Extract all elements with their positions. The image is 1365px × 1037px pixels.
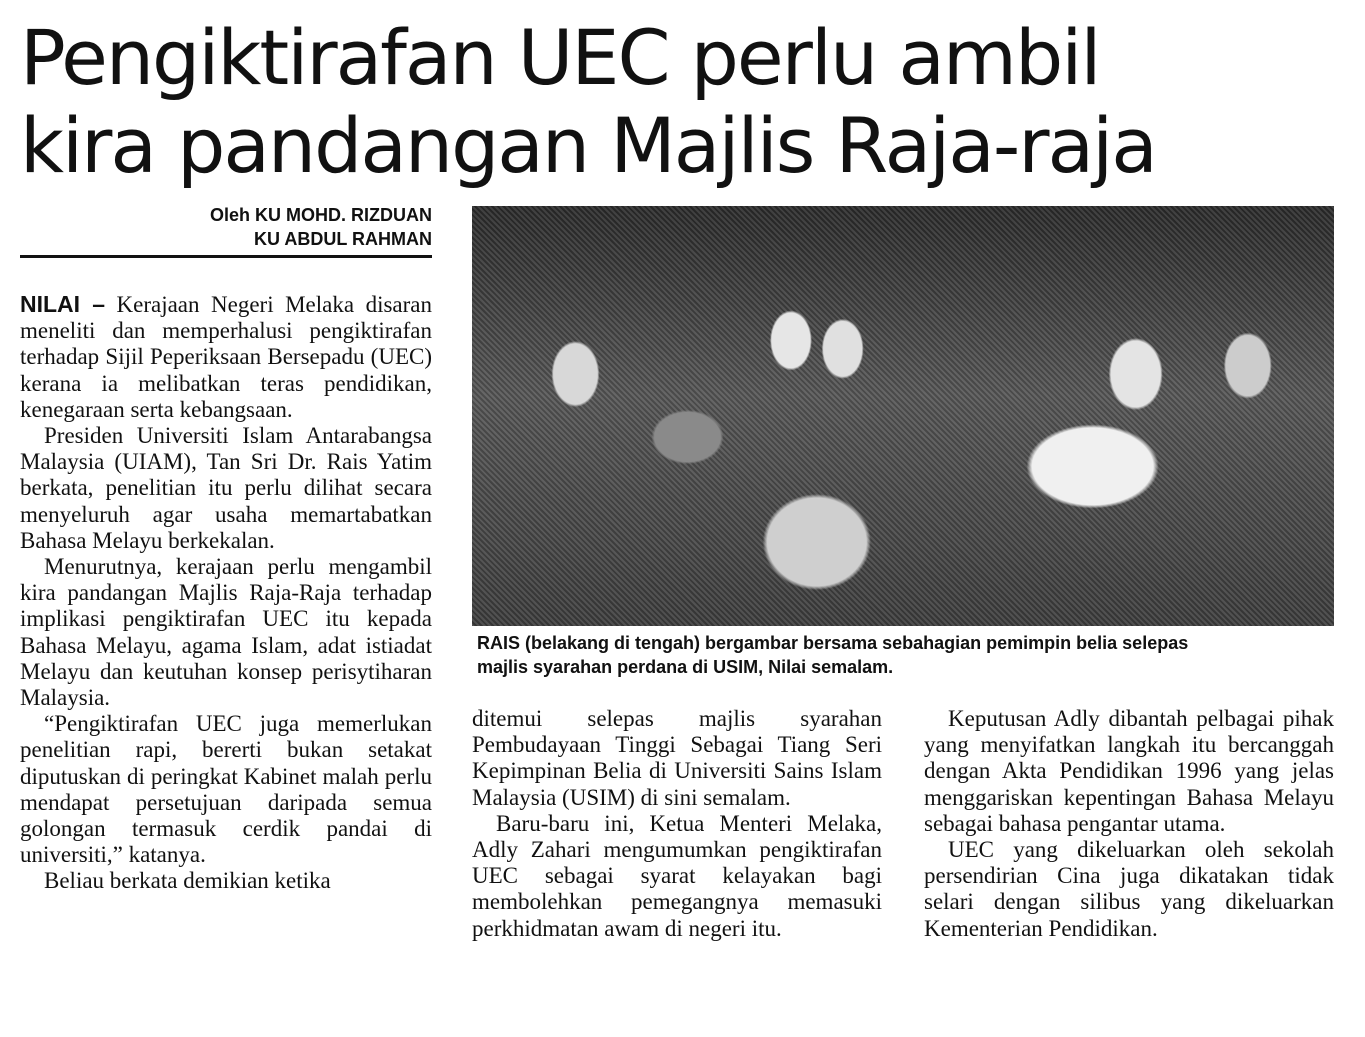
byline-rule xyxy=(20,255,432,258)
headline-line-1: Pengiktirafan UEC perlu ambil xyxy=(20,13,1100,102)
dateline: NILAI – xyxy=(20,291,105,317)
article-column-1 xyxy=(20,291,432,895)
article-paragraph: NILAI – Kerajaan Negeri Melaka disaran meneliti dan memperhalusi pengiktirafan terhadap Sijil Peperiksaan Bersepadu (UEC) kerana ia melibatkan teras pendidikan, kenegaraan serta kebangsaan. xyxy=(20,291,433,422)
article-paragraph: Baru-baru ini, Ketua Menteri Melaka, Adly Zahari mengumumkan pengiktirafan UEC sebagai syarat kelayakan bagi membolehkan pemegangnya memasuki perkhidmatan awam di negeri itu. xyxy=(472,810,882,941)
byline-line-1: Oleh KU MOHD. RIZDUAN xyxy=(210,205,432,225)
photo-caption-line-1: RAIS (belakang di tengah) bergambar bersama sebahagian pemimpin belia selepas xyxy=(477,633,1189,653)
article-paragraph: Keputusan Adly dibantah pelbagai pihak yang menyifatkan langkah itu bercanggah dengan Akta Pendidikan 1996 yang jelas menggariskan kepentingan Bahasa Melayu sebagai bahasa pengantar utama. xyxy=(924,706,1334,836)
article-paragraph: Menurutnya, kerajaan perlu mengambil kira pandangan Majlis Raja-Raja terhadap implikasi pengiktirafan UEC itu kepada Bahasa Melayu, agama Islam, adat istiadat Melayu dan keutuhan konsep perisytiharan Malaysia. xyxy=(20,554,432,711)
byline-line-2: KU ABDUL RAHMAN xyxy=(254,229,432,249)
article-column-2 xyxy=(472,706,882,942)
article-paragraph: UEC yang dikeluarkan oleh sekolah persendirian Cina juga dikatakan tidak selari dengan silibus yang dikeluarkan Kementerian Pendidikan. xyxy=(924,837,1334,941)
article-paragraph: ditemui selepas majlis syarahan Pembudayaan Tinggi Sebagai Tiang Seri Kepimpinan Belia di Universiti Sains Islam Malaysia (USIM) di sini semalam. xyxy=(472,706,882,810)
news-photo xyxy=(472,206,1334,626)
article-paragraph: “Pengiktirafan UEC juga memerlukan penelitian rapi, bererti bukan setakat diputuskan di peringkat Kabinet malah perlu mendapat persetujuan daripada semua golongan termasuk cerdik pandai di universiti,” katanya. xyxy=(20,711,432,868)
article-paragraph: Presiden Universiti Islam Antarabangsa Malaysia (UIAM), Tan Sri Dr. Rais Yatim berkata, penelitian itu perlu dilihat secara menyeluruh agar usaha memartabatkan Bahasa Melayu berkekalan. xyxy=(20,423,432,553)
byline xyxy=(20,203,432,251)
photo-caption-line-2: majlis syarahan perdana di USIM, Nilai semalam. xyxy=(477,657,894,677)
article-paragraph: Beliau berkata demikian ketika xyxy=(44,868,331,894)
headline xyxy=(20,14,1340,190)
photo-caption xyxy=(477,631,1335,679)
headline-line-2: kira pandangan Majlis Raja-raja xyxy=(20,101,1156,190)
article-column-3 xyxy=(924,706,1334,942)
